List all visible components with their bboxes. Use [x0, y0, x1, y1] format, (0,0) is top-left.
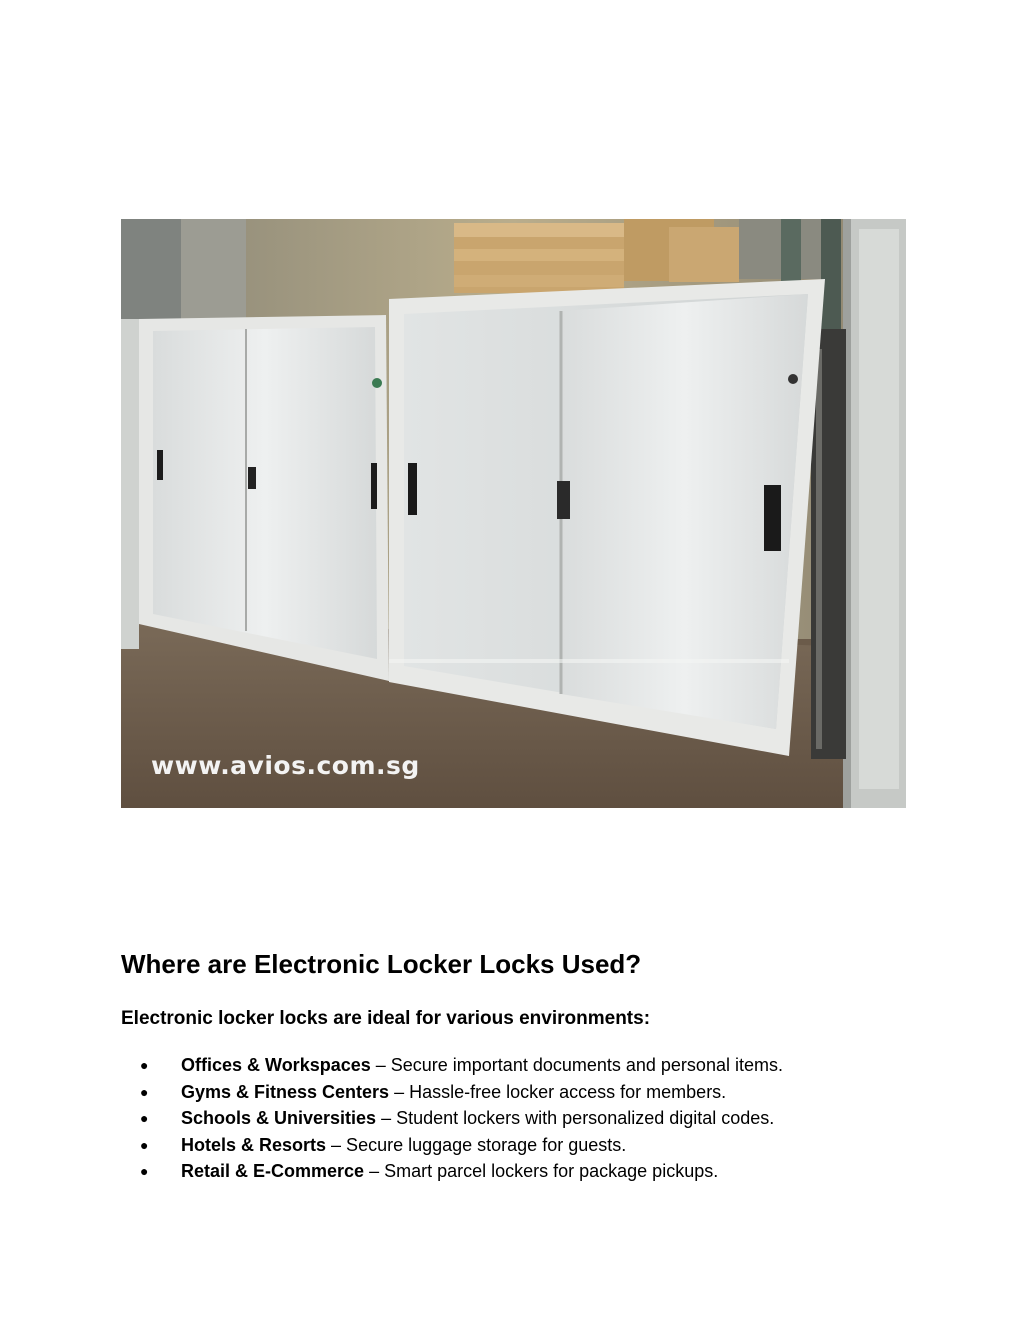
- list-item-description: – Student lockers with personalized digital codes.: [376, 1108, 775, 1128]
- list-item-description: – Hassle-free locker access for members.: [389, 1081, 727, 1102]
- bullet-icon: ●: [140, 1163, 149, 1179]
- cabinet-photo: [121, 219, 906, 808]
- list-item-title: Hotels & Resorts: [181, 1134, 327, 1155]
- environments-list: [121, 1052, 783, 1185]
- list-item-description: – Secure luggage storage for guests.: [326, 1134, 627, 1155]
- list-item-title: Gyms & Fitness Centers: [181, 1081, 390, 1102]
- section-heading: Where are Electronic Locker Locks Used?: [121, 949, 642, 979]
- list-item-title: Schools & Universities: [181, 1108, 377, 1128]
- bullet-icon: ●: [140, 1057, 149, 1073]
- list-item: [121, 1105, 783, 1132]
- bullet-icon: ●: [140, 1110, 149, 1126]
- list-item-description: – Secure important documents and personal items.: [370, 1055, 783, 1075]
- watermark-text: www.avios.com.sg: [151, 751, 420, 780]
- list-item: [121, 1132, 783, 1159]
- bullet-icon: ●: [140, 1136, 149, 1153]
- section-subheading: Electronic locker locks are ideal for various environments:: [121, 1008, 651, 1029]
- bullet-icon: ●: [140, 1083, 149, 1100]
- list-item-description: – Smart parcel lockers for package pickups.: [364, 1161, 719, 1181]
- list-item: [121, 1079, 783, 1106]
- list-item: [121, 1052, 783, 1079]
- list-item-title: Retail & E-Commerce: [181, 1161, 365, 1181]
- cabinet-photo-illustration: [121, 219, 906, 808]
- list-item-title: Offices & Workspaces: [181, 1055, 371, 1075]
- list-item: [121, 1158, 783, 1185]
